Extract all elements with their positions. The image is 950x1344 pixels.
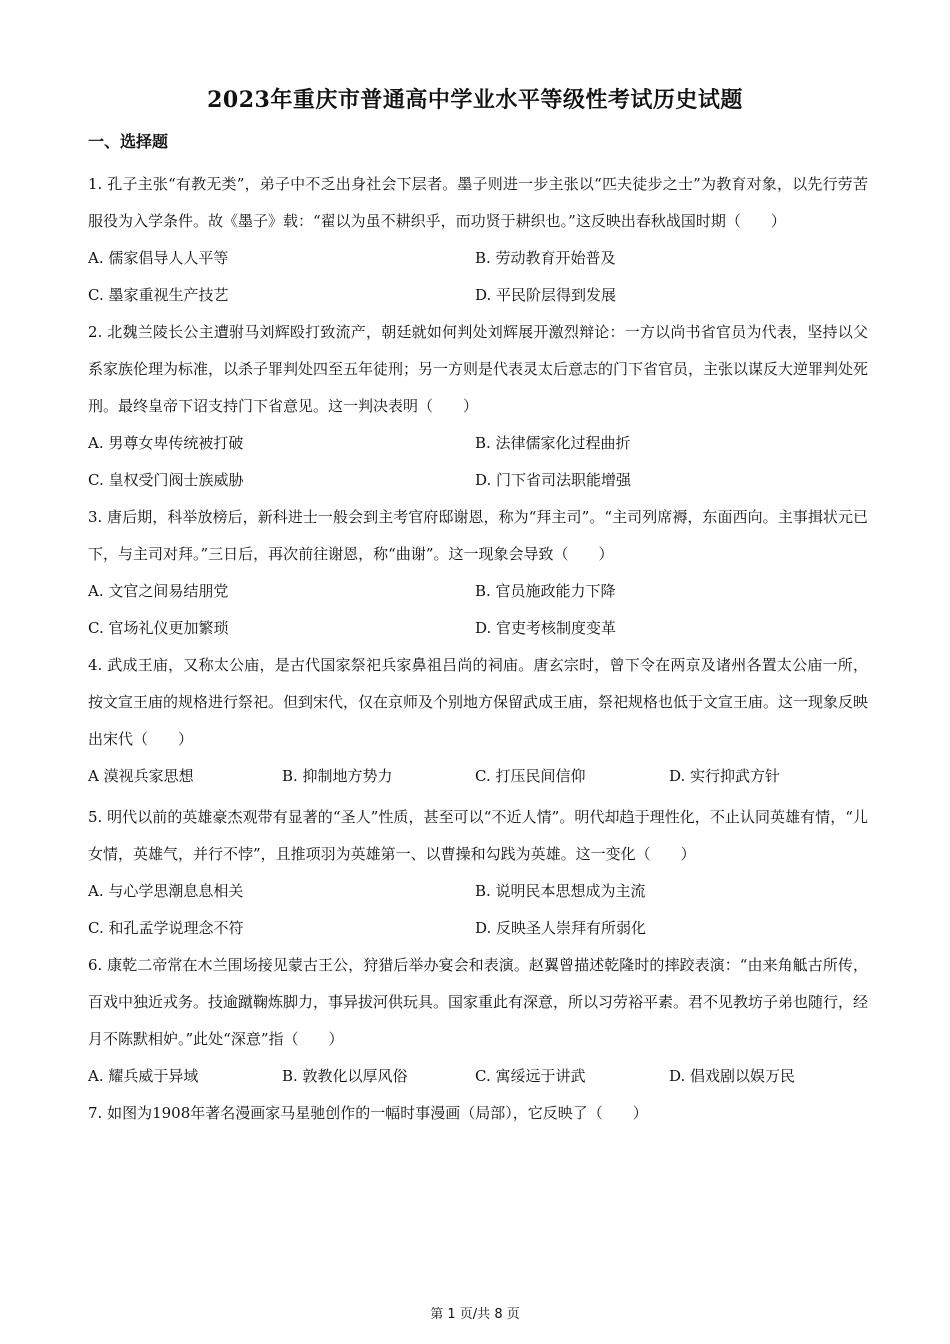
- question-stem: 3. 唐后期，科举放榜后，新科进士一般会到主考官府邸谢恩，称为“拜主司”。“主司列席褥，东面西向。主事揖状元已下，与主司对拜。”三日后，再次前往谢恩，称“曲谢”。这一现象会导致（ ）: [88, 508, 868, 563]
- question-1: [88, 166, 868, 314]
- section-heading: 一、选择题: [88, 132, 169, 151]
- question-stem: 2. 北魏兰陵长公主遭驸马刘辉殴打致流产，朝廷就如何判处刘辉展开激烈辩论：一方以尚书省官员为代表，坚持以父系家族伦理为标准，以杀子罪判处四至五年徒刑；另一方则是代表灵太后意志的门下省官员，主张以谋反大逆罪判处死刑。最终皇帝下诏支持门下省意见。这一判决表明（ ）: [88, 323, 869, 415]
- options-group: [88, 240, 868, 314]
- option-a: A. 儒家倡导人人平等: [88, 249, 229, 267]
- option-b: B. 官员施政能力下降: [475, 582, 616, 600]
- option-d: D. 反映圣人崇拜有所弱化: [475, 919, 647, 937]
- option-b: B. 劳动教育开始普及: [475, 249, 616, 267]
- options-group: [88, 758, 868, 795]
- option-d: D. 实行抑武方针: [669, 767, 781, 785]
- question-stem: 1. 孔子主张“有教无类”，弟子中不乏出身社会下层者。墨子则进一步主张以“匹夫徒步之士”为教育对象，以先行劳苦服役为入学条件。故《墨子》载：“翟以为虽不耕织乎，而功贤于耕织也。”这反映出春秋战国时期（ ）: [88, 175, 868, 230]
- option-c: C. 和孔孟学说理念不符: [88, 919, 244, 937]
- question-7: [88, 1095, 868, 1132]
- option-c: C. 墨家重视生产技艺: [88, 286, 229, 304]
- option-c: C. 官场礼仪更加繁琐: [88, 619, 229, 637]
- option-d: D. 平民阶层得到发展: [475, 286, 617, 304]
- options-group: [88, 873, 868, 947]
- option-c: C. 皇权受门阀士族威胁: [88, 471, 244, 489]
- option-d: D. 倡戏剧以娱万民: [669, 1067, 796, 1085]
- option-b: B. 抑制地方势力: [282, 767, 393, 785]
- option-a: A. 文官之间易结朋党: [88, 582, 229, 600]
- option-a: A. 男尊女卑传统被打破: [88, 434, 244, 452]
- question-stem: 7. 如图为1908年著名漫画家马星驰创作的一幅时事漫画（局部），它反映了（ ）: [88, 1104, 648, 1122]
- option-d: D. 官吏考核制度变革: [475, 619, 617, 637]
- question-stem: 6. 康乾二帝常在木兰围场接见蒙古王公，狩猎后举办宴会和表演。赵翼曾描述乾隆时的摔跤表演：“由来角觝古所传，百戏中独近戎务。技逾蹴鞠炼脚力，事异拔河供玩具。国家重此有深意，所以习劳裕平素。君不见教坊子弟也随行，经月不陈默相妒。”此处“深意”指（ ）: [88, 956, 869, 1048]
- option-c: C. 打压民间信仰: [475, 767, 586, 785]
- question-2: [88, 314, 868, 499]
- questions-container: [88, 166, 868, 1132]
- option-a: A. 耀兵威于异域: [88, 1067, 199, 1085]
- options-group: [88, 573, 868, 647]
- options-group: [88, 425, 868, 499]
- option-d: D. 门下省司法职能增强: [475, 471, 632, 489]
- question-5: [88, 799, 868, 947]
- page-title: 2023年重庆市普通高中学业水平等级性考试历史试题: [207, 87, 743, 113]
- question-4: [88, 647, 868, 795]
- question-3: [88, 499, 868, 647]
- option-a: A 漠视兵家思想: [88, 767, 194, 785]
- option-b: B. 法律儒家化过程曲折: [475, 434, 631, 452]
- option-b: B. 说明民本思想成为主流: [475, 882, 646, 900]
- options-group: [88, 1058, 868, 1095]
- question-stem: 5. 明代以前的英雄豪杰观带有显著的“圣人”性质，甚至可以“不近人情”。明代却趋于理性化，不止认同英雄有情，“儿女情，英雄气，并行不悖”，且推项羽为英雄第一、以曹操和勾践为英雄。这一变化（ ）: [88, 808, 868, 863]
- question-6: [88, 947, 868, 1095]
- option-a: A. 与心学思潮息息相关: [88, 882, 244, 900]
- question-stem: 4. 武成王庙，又称太公庙，是古代国家祭祀兵家鼻祖吕尚的祠庙。唐玄宗时，曾下令在两京及诸州各置太公庙一所，按文宣王庙的规格进行祭祀。但到宋代，仅在京师及个别地方保留武成王庙，祭祀规格也低于文宣王庙。这一现象反映出宋代（ ）: [88, 656, 869, 748]
- option-c: C. 寓绥远于讲武: [475, 1067, 586, 1085]
- option-b: B. 敦教化以厚风俗: [282, 1067, 408, 1085]
- page-footer: 第 1 页/共 8 页: [430, 1307, 520, 1322]
